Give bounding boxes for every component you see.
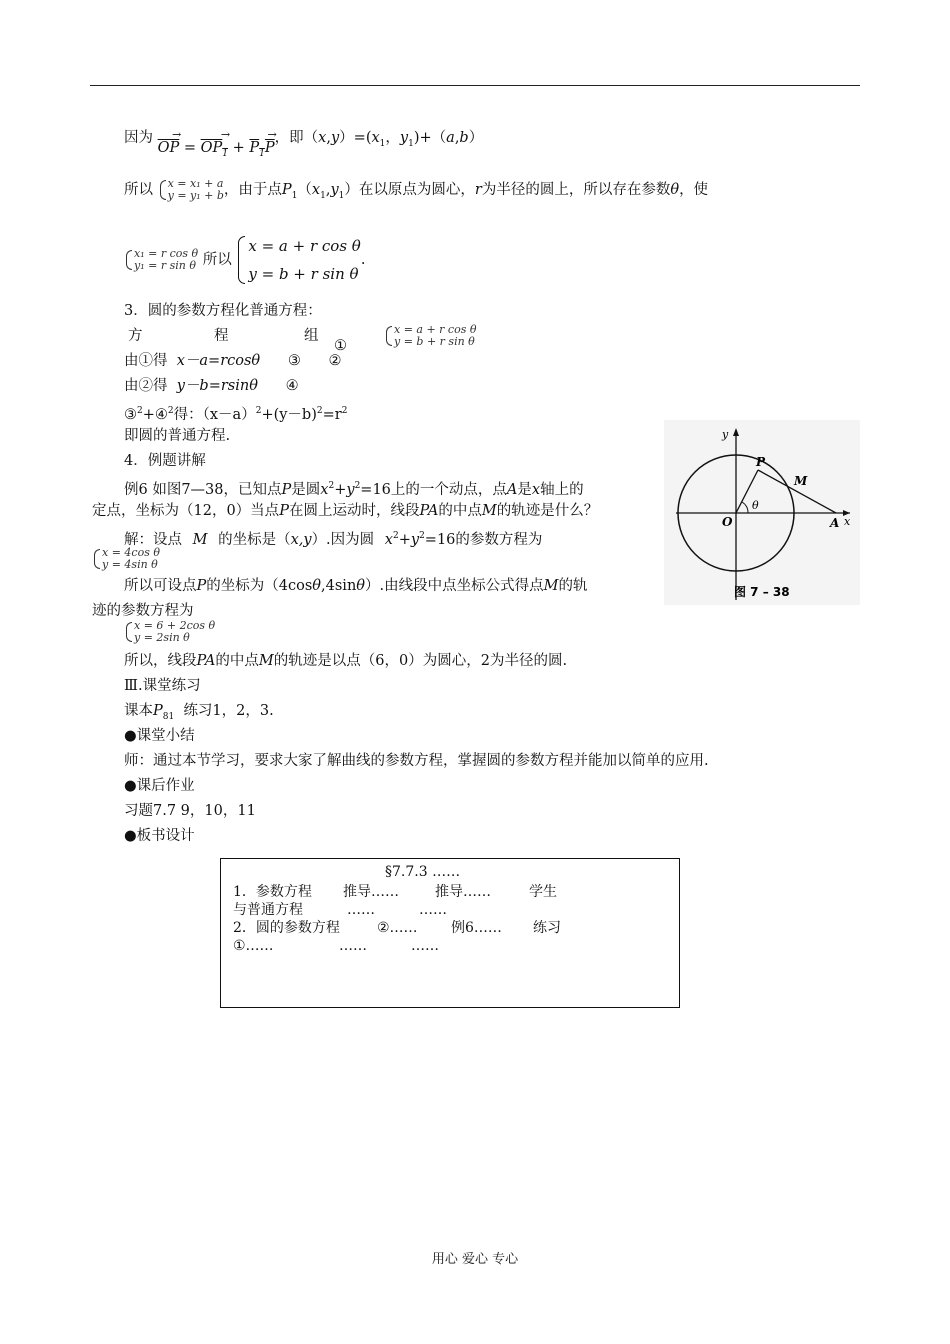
board-row-4: ①…… …… …… — [233, 938, 439, 954]
section-board-design: ●板书设计 — [124, 828, 195, 844]
x-axis-label: x — [844, 515, 851, 528]
line-teacher: 师：通过本节学习，要求大家了解曲线的参数方程，掌握圆的参数方程并能加以简单的应用. — [124, 753, 709, 769]
system-x1-y1: x₁ = r cos θ y₁ = r sin θ — [124, 248, 198, 272]
point-a-label: A — [830, 516, 840, 530]
example-6-line1: 例6 如图7—38，已知点P是圆$x^2+y^2=16$上的一个动点，点A是x轴上的 — [124, 481, 584, 498]
section-3-heading: 3．圆的参数方程化普通方程： — [124, 303, 322, 319]
page-footer: 用心 爱心 专心 — [431, 1252, 519, 1267]
solution-conclusion: 所以，线段PA的中点M的轨迹是以点（6，0）为圆心，2为半径的圆. — [124, 653, 568, 669]
system-circle-param: x = a + r cos θ y = b + r sin θ — [236, 232, 360, 288]
solution-trajectory-system — [124, 620, 215, 644]
circle-diagram — [664, 420, 860, 605]
origin-label: O — [722, 515, 733, 529]
y-axis-label: y — [722, 428, 729, 441]
section-summary: ●课堂小结 — [124, 728, 195, 744]
line-sum-squares: ③$^2$+④$^2$得：$(x-a)^2+(y-b)^2=r^2$ — [124, 406, 348, 423]
section-practice: Ⅲ.课堂练习 — [124, 678, 201, 694]
line-exercises: 习题7.7 9，10，11 — [124, 803, 256, 819]
figure-7-38 — [664, 420, 860, 605]
theta-label: θ — [752, 499, 759, 512]
line-vector-equation: 因为 $\overline{OP}$ → = $OP_1$ → + $P_1P$ →，即$(x,y)=(x_1$，$y_1)+(a,b)$ — [124, 128, 483, 154]
solution-line3: 迹的参数方程为 — [92, 603, 194, 619]
system-translate: x = x₁ + a y = y₁ + b — [158, 178, 224, 202]
line-textbook: 课本$P_{81}$ 练习1，2，3. — [124, 703, 274, 722]
solution-line1: 解：设点 M 的坐标是（x,y）.因为圆 $x^2+y^2=16$的参数方程为 — [124, 531, 543, 548]
line-equation-system: 方 程 组 ① x = a + r cos θ y = b + r sin θ — [128, 323, 477, 354]
board-row-3: 2．圆的参数方程 ②…… 例6…… 练习 — [233, 920, 561, 936]
point-m-label: M — [794, 474, 808, 488]
figure-caption: 图 7 – 38 — [734, 585, 790, 599]
system-general: x = a + r cos θ y = b + r sin θ — [384, 324, 476, 348]
system-radius-4: x = 4cos θ y = 4sin θ — [92, 547, 160, 571]
point-p-label: P — [756, 455, 766, 469]
line-from-1: 由①得 x－a=rcosθ ③ ② — [124, 353, 342, 369]
line-general-equation: 即圆的普通方程. — [124, 428, 231, 444]
board-row-1: 1．参数方程 推导…… 推导…… 学生 — [233, 884, 557, 900]
section-homework: ●课后作业 — [124, 778, 195, 794]
board-title: §7.7.3 …… — [385, 864, 461, 880]
system-midpoint: x = 6 + 2cos θ y = 2sin θ — [124, 620, 215, 644]
line-from-2: 由②得 y－b=rsinθ ④ — [124, 378, 299, 394]
section-4-heading: 4．例题讲解 — [124, 453, 206, 469]
board-design-box — [220, 858, 680, 1008]
line-substitution: 所以 x = x₁ + a y = y₁ + b，由于点$P_1(x_1,y_1)$在以原点为圆心，r为半径的圆上，所以存在参数θ，使 — [124, 177, 709, 202]
solution-line2: 所以可设点P的坐标为（4cosθ,4sinθ）.由线段中点坐标公式得点M的轨 — [124, 578, 588, 594]
solution-system — [92, 547, 160, 571]
header-rule — [90, 85, 860, 86]
example-6-line2: 定点，坐标为（12，0）当点P在圆上运动时，线段PA的中点M的轨迹是什么？ — [92, 503, 599, 519]
line-circle-param: x₁ = r cos θ y₁ = r sin θ 所以 x = a + r cos θ y = b + r sin θ. — [124, 232, 365, 288]
board-row-2: 与普通方程 …… …… — [233, 902, 447, 918]
